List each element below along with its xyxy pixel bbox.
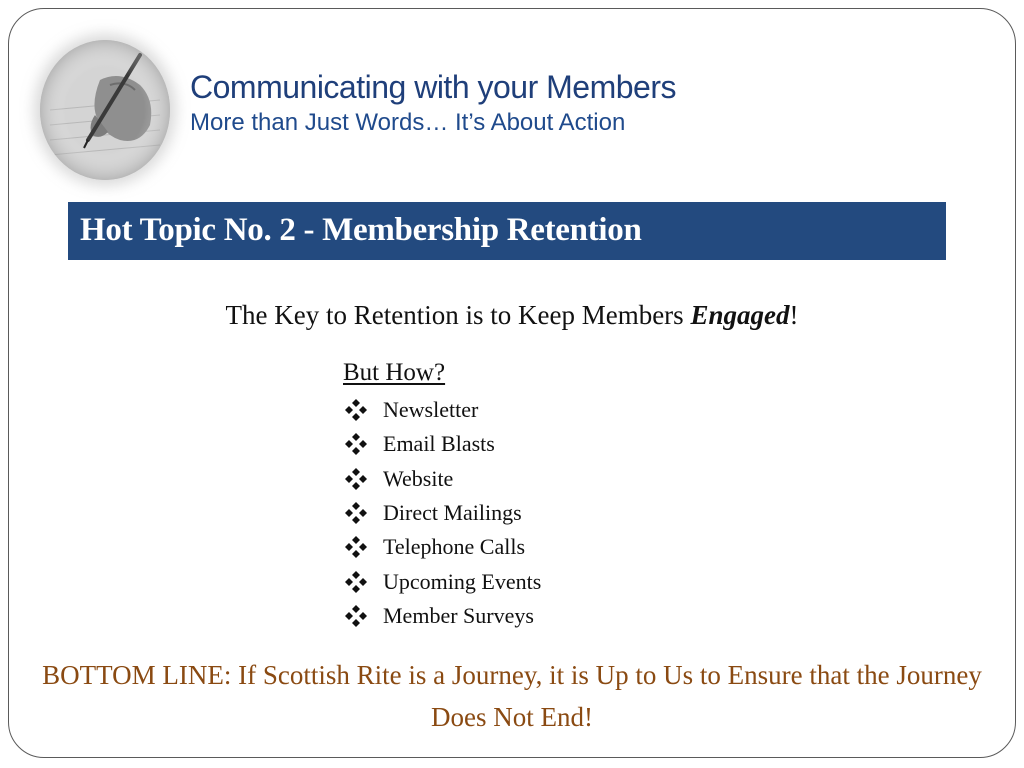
bottom-line-statement: BOTTOM LINE: If Scottish Rite is a Journey, it is Up to Us to Ensure that the Journey Does Not End! bbox=[42, 660, 982, 732]
list-item bbox=[343, 393, 541, 427]
list-item bbox=[343, 427, 541, 461]
list-item bbox=[343, 530, 541, 564]
hand-with-pen-image bbox=[40, 40, 170, 180]
list-item-label: Upcoming Events bbox=[383, 568, 542, 594]
list-item-label: Email Blasts bbox=[383, 431, 495, 457]
hand-writing-photo bbox=[40, 40, 170, 180]
list-item-label: Member Surveys bbox=[383, 602, 534, 628]
diamond-bullet-icon bbox=[345, 399, 367, 421]
methods-section bbox=[343, 357, 541, 633]
topic-banner bbox=[68, 202, 946, 260]
methods-list bbox=[343, 393, 541, 633]
key-statement-suffix: ! bbox=[789, 300, 799, 330]
list-item-label: Website bbox=[383, 465, 454, 491]
diamond-bullet-icon bbox=[345, 536, 367, 558]
key-statement-prefix: The Key to Retention is to Keep Members bbox=[225, 300, 691, 330]
topic-banner-text: Hot Topic No. 2 - Membership Retention bbox=[80, 212, 642, 248]
list-item bbox=[343, 496, 541, 530]
diamond-bullet-icon bbox=[345, 605, 367, 627]
header bbox=[190, 68, 676, 138]
key-statement bbox=[0, 297, 1024, 333]
diamond-bullet-icon bbox=[345, 468, 367, 490]
list-item bbox=[343, 564, 541, 598]
key-statement-emphasis: Engaged bbox=[690, 300, 790, 330]
diamond-bullet-icon bbox=[345, 433, 367, 455]
diamond-bullet-icon bbox=[345, 571, 367, 593]
list-item bbox=[343, 462, 541, 496]
diamond-bullet-icon bbox=[345, 502, 367, 524]
list-item bbox=[343, 599, 541, 633]
page-title: Communicating with your Members bbox=[190, 69, 676, 105]
methods-heading: But How? bbox=[343, 359, 446, 386]
list-item-label: Telephone Calls bbox=[383, 534, 526, 560]
list-item-label: Newsletter bbox=[383, 397, 479, 423]
list-item-label: Direct Mailings bbox=[383, 500, 522, 526]
page-subtitle: More than Just Words… It’s About Action bbox=[190, 109, 626, 136]
